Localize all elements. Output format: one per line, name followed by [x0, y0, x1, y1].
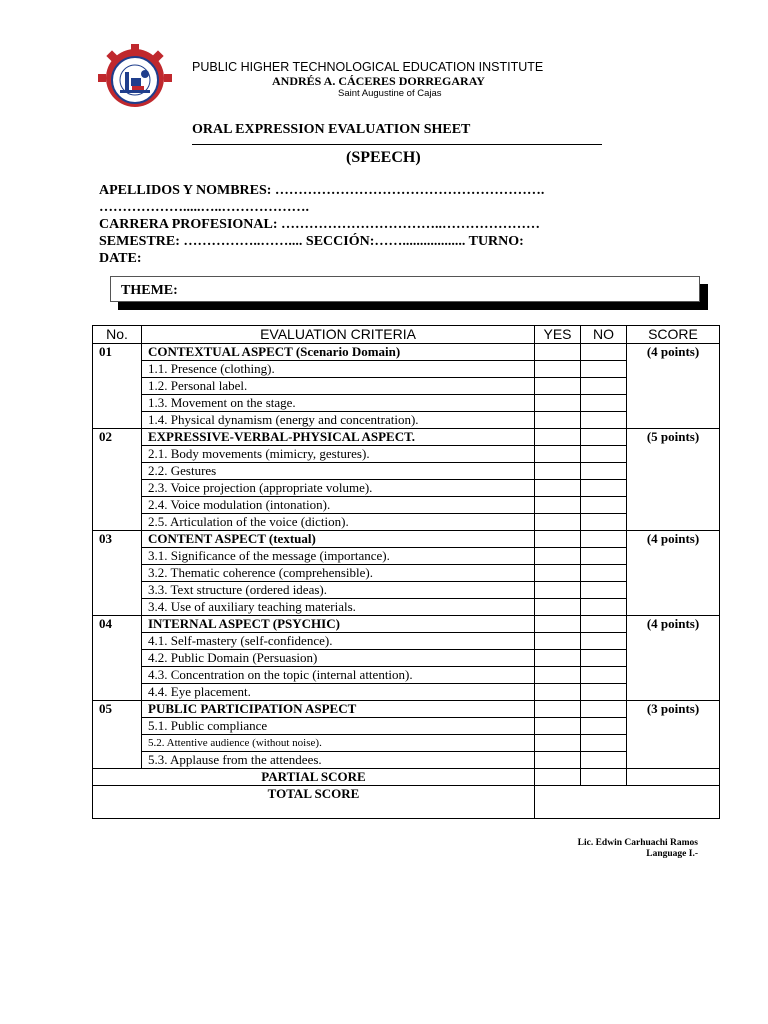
criteria-item: 4.4. Eye placement. [142, 684, 535, 701]
section-row [93, 429, 720, 446]
section-points: (4 points) [627, 344, 720, 429]
yes-cell[interactable] [535, 463, 581, 480]
no-cell[interactable] [581, 701, 627, 718]
header-no-col: NO [581, 326, 627, 344]
criteria-item: 2.2. Gestures [142, 463, 535, 480]
document-title: ORAL EXPRESSION EVALUATION SHEET [192, 122, 471, 137]
no-cell[interactable] [581, 480, 627, 497]
yes-cell[interactable] [535, 429, 581, 446]
yes-cell[interactable] [535, 548, 581, 565]
criteria-item: 1.3. Movement on the stage. [142, 395, 535, 412]
total-score-label: TOTAL SCORE [93, 786, 535, 819]
no-cell[interactable] [581, 446, 627, 463]
criteria-row [93, 514, 720, 531]
no-cell[interactable] [581, 718, 627, 735]
section-title: CONTEXTUAL ASPECT (Scenario Domain) [142, 344, 535, 361]
signature-course: Language I.- [646, 849, 698, 859]
criteria-row [93, 650, 720, 667]
section-row [93, 344, 720, 361]
no-cell[interactable] [581, 565, 627, 582]
document-subtitle: (SPEECH) [346, 149, 421, 166]
institute-location: Saint Augustine of Cajas [338, 88, 442, 99]
criteria-item: 2.5. Articulation of the voice (diction). [142, 514, 535, 531]
yes-cell[interactable] [535, 565, 581, 582]
criteria-row [93, 378, 720, 395]
signature-name: Lic. Edwin Carhuachi Ramos [577, 838, 698, 848]
partial-yes-cell[interactable] [535, 769, 581, 786]
criteria-row [93, 752, 720, 769]
criteria-row [93, 548, 720, 565]
criteria-item: 1.2. Personal label. [142, 378, 535, 395]
total-score-row [93, 786, 720, 819]
field-career: CARRERA PROFESIONAL: ……………………………..………………… [99, 217, 541, 232]
yes-cell[interactable] [535, 684, 581, 701]
yes-cell[interactable] [535, 378, 581, 395]
no-cell[interactable] [581, 735, 627, 752]
yes-cell[interactable] [535, 650, 581, 667]
section-title: INTERNAL ASPECT (PSYCHIC) [142, 616, 535, 633]
criteria-item: 5.2. Attentive audience (without noise). [142, 735, 535, 752]
table-header-row [93, 326, 720, 344]
partial-score-cell[interactable] [627, 769, 720, 786]
partial-no-cell[interactable] [581, 769, 627, 786]
criteria-row [93, 480, 720, 497]
section-row [93, 701, 720, 718]
yes-cell[interactable] [535, 531, 581, 548]
criteria-item: 3.4. Use of auxiliary teaching materials. [142, 599, 535, 616]
header-criteria: EVALUATION CRITERIA [142, 326, 535, 344]
no-cell[interactable] [581, 599, 627, 616]
section-points: (4 points) [627, 531, 720, 616]
section-points: (4 points) [627, 616, 720, 701]
title-underline [192, 144, 602, 145]
yes-cell[interactable] [535, 446, 581, 463]
yes-cell[interactable] [535, 582, 581, 599]
yes-cell[interactable] [535, 497, 581, 514]
yes-cell[interactable] [535, 701, 581, 718]
institute-logo [98, 44, 172, 110]
criteria-row [93, 463, 720, 480]
criteria-item: 4.2. Public Domain (Persuasion) [142, 650, 535, 667]
yes-cell[interactable] [535, 667, 581, 684]
no-cell[interactable] [581, 650, 627, 667]
field-semester-section-shift: SEMESTRE: ……………..…….... SECCIÓN:…….................. TURNO: [99, 234, 524, 249]
yes-cell[interactable] [535, 633, 581, 650]
no-cell[interactable] [581, 633, 627, 650]
theme-label: THEME: [121, 283, 178, 298]
no-cell[interactable] [581, 497, 627, 514]
no-cell[interactable] [581, 548, 627, 565]
criteria-item: 3.2. Thematic coherence (comprehensible). [142, 565, 535, 582]
field-date: DATE: [99, 251, 142, 266]
no-cell[interactable] [581, 361, 627, 378]
criteria-item: 5.1. Public compliance [142, 718, 535, 735]
section-title: PUBLIC PARTICIPATION ASPECT [142, 701, 535, 718]
criteria-row [93, 582, 720, 599]
section-title: CONTENT ASPECT (textual) [142, 531, 535, 548]
institute-subname: ANDRÉS A. CÁCERES DORREGARAY [272, 74, 485, 88]
header-score: SCORE [627, 326, 720, 344]
criteria-row [93, 446, 720, 463]
criteria-item: 1.1. Presence (clothing). [142, 361, 535, 378]
criteria-row [93, 735, 720, 752]
no-cell[interactable] [581, 531, 627, 548]
no-cell[interactable] [581, 684, 627, 701]
no-cell[interactable] [581, 616, 627, 633]
yes-cell[interactable] [535, 735, 581, 752]
criteria-item: 3.1. Significance of the message (importance). [142, 548, 535, 565]
field-names-continued: ……………….....…..………………. [99, 200, 309, 215]
no-cell[interactable] [581, 412, 627, 429]
no-cell[interactable] [581, 378, 627, 395]
yes-cell[interactable] [535, 752, 581, 769]
no-cell[interactable] [581, 667, 627, 684]
yes-cell[interactable] [535, 599, 581, 616]
yes-cell[interactable] [535, 361, 581, 378]
criteria-item: 2.4. Voice modulation (intonation). [142, 497, 535, 514]
criteria-row [93, 361, 720, 378]
criteria-item: 4.1. Self-mastery (self-confidence). [142, 633, 535, 650]
no-cell[interactable] [581, 514, 627, 531]
criteria-row [93, 497, 720, 514]
no-cell[interactable] [581, 429, 627, 446]
total-score-cell[interactable] [535, 786, 720, 819]
header-yes: YES [535, 326, 581, 344]
section-points: (3 points) [627, 701, 720, 769]
criteria-row [93, 565, 720, 582]
criteria-item: 2.1. Body movements (mimicry, gestures). [142, 446, 535, 463]
section-number: 01 [93, 344, 142, 429]
criteria-row [93, 633, 720, 650]
field-names: APELLIDOS Y NOMBRES: …………………………………………………. [99, 183, 545, 198]
criteria-item: 2.3. Voice projection (appropriate volume). [142, 480, 535, 497]
no-cell[interactable] [581, 395, 627, 412]
theme-box [110, 276, 700, 302]
header-no: No. [93, 326, 142, 344]
no-cell[interactable] [581, 582, 627, 599]
criteria-row [93, 599, 720, 616]
section-title: EXPRESSIVE-VERBAL-PHYSICAL ASPECT. [142, 429, 535, 446]
section-number: 03 [93, 531, 142, 616]
section-row [93, 616, 720, 633]
yes-cell[interactable] [535, 616, 581, 633]
criteria-item: 5.3. Applause from the attendees. [142, 752, 535, 769]
criteria-item: 4.3. Concentration on the topic (internal attention). [142, 667, 535, 684]
yes-cell[interactable] [535, 395, 581, 412]
partial-score-label: PARTIAL SCORE [93, 769, 535, 786]
criteria-row [93, 395, 720, 412]
yes-cell[interactable] [535, 480, 581, 497]
yes-cell[interactable] [535, 718, 581, 735]
criteria-row [93, 718, 720, 735]
section-number: 04 [93, 616, 142, 701]
no-cell[interactable] [581, 463, 627, 480]
yes-cell[interactable] [535, 514, 581, 531]
criteria-row [93, 684, 720, 701]
no-cell[interactable] [581, 752, 627, 769]
partial-score-row [93, 769, 720, 786]
no-cell[interactable] [581, 344, 627, 361]
section-points: (5 points) [627, 429, 720, 531]
yes-cell[interactable] [535, 344, 581, 361]
institute-name: PUBLIC HIGHER TECHNOLOGICAL EDUCATION INSTITUTE [192, 60, 544, 74]
criteria-row [93, 667, 720, 684]
criteria-item: 3.3. Text structure (ordered ideas). [142, 582, 535, 599]
evaluation-table [92, 325, 720, 819]
criteria-row [93, 412, 720, 429]
section-row [93, 531, 720, 548]
section-number: 05 [93, 701, 142, 769]
criteria-item: 1.4. Physical dynamism (energy and concentration). [142, 412, 535, 429]
yes-cell[interactable] [535, 412, 581, 429]
section-number: 02 [93, 429, 142, 531]
